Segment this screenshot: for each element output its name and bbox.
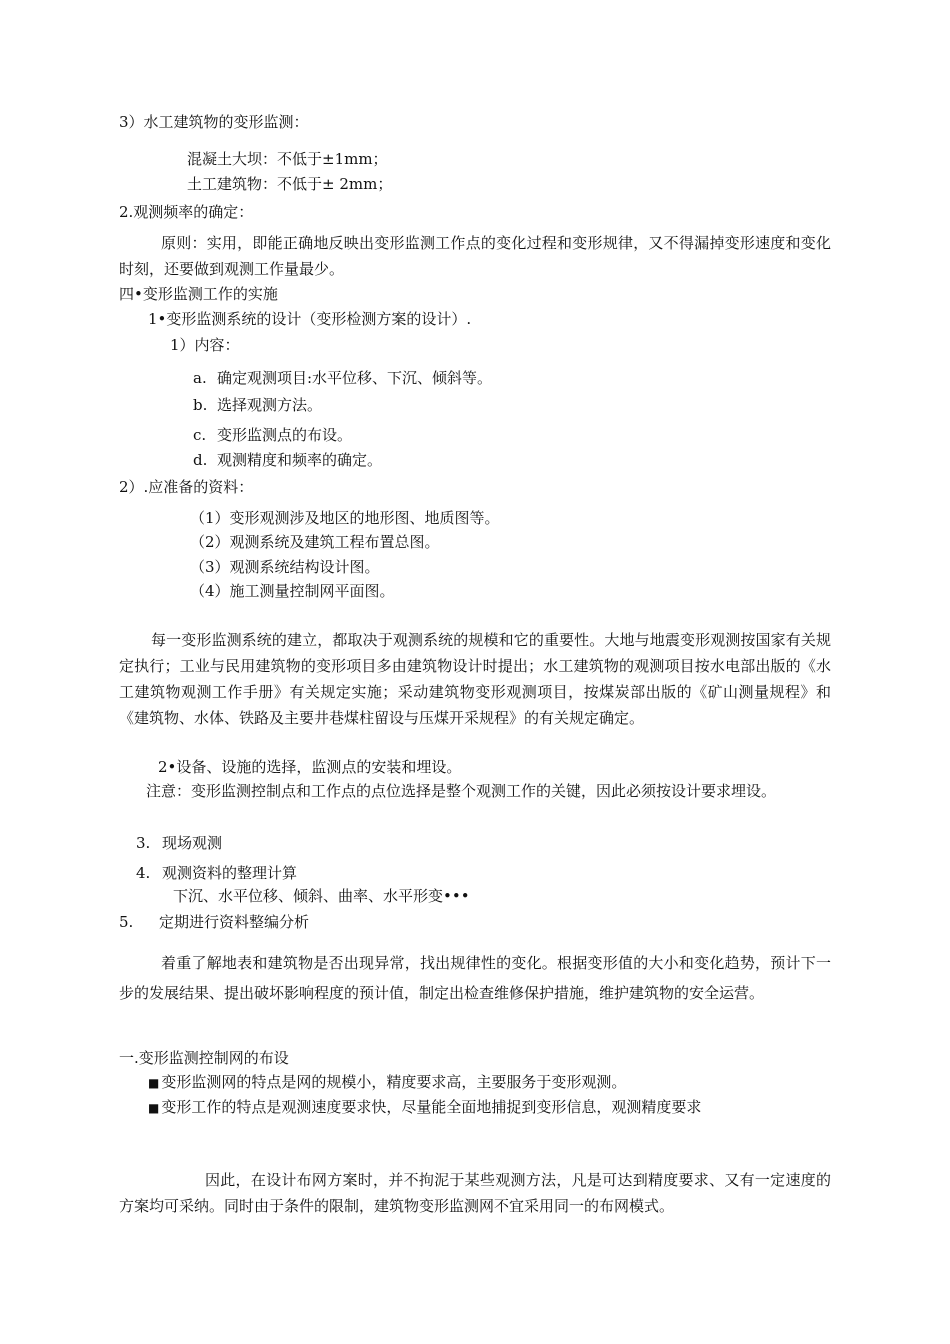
paragraph-principle: 原则：实用，即能正确地反映出变形监测工作点的变化过程和变形规律，又不得漏掉变形速度和变化时刻，还要做到观测工作量最少。	[119, 234, 831, 278]
paragraph-note: 注意：变形监测控制点和工作点的点位选择是整个观测工作的关键，因此必须按设计要求埋设。	[146, 782, 777, 800]
list-item-c: 变形监测点的布设。	[217, 426, 353, 444]
list-marker-d: d.	[193, 451, 208, 469]
heading-equipment-selection: 2•设备、设施的选择，监测点的安装和埋设。	[158, 758, 462, 776]
heading-system-design: 1•变形监测系统的设计（变形检测方案的设计）.	[148, 310, 472, 328]
paragraph-system-establishment: 每一变形监测系统的建立，都取决于观测系统的规模和它的重要性。大地与地震变形观测按国家有关规定执行；工业与民用建筑物的变形项目多由建筑物设计时提出；水工建筑物的观测项目按水电部出版的《水工建筑物观测工作手册》有关规定实施；采动建筑物变形观测项目，按煤炭部出版的《矿山测量规程》和《建筑物、水体、铁路及主要井巷煤柱留设与压煤开采规程》的有关规定确定。	[119, 631, 831, 727]
heading-control-network: 一.变形监测控制网的布设	[119, 1049, 289, 1067]
bullet-icon: ■	[148, 1076, 160, 1090]
text-processing-items: 下沉、水平位移、倾斜、曲率、水平形变•••	[173, 887, 470, 905]
list-marker-a: a.	[193, 369, 207, 387]
list-item-a: 确定观测项目:水平位移、下沉、倾斜等。	[217, 369, 493, 387]
heading-content: 1）内容：	[170, 336, 240, 354]
bullet-icon: ■	[148, 1101, 160, 1115]
heading-hydraulic-monitoring: 3）水工建筑物的变形监测：	[119, 113, 309, 131]
list-marker-b: b.	[193, 396, 208, 414]
heading-periodic-analysis: 定期进行资料整编分析	[159, 913, 310, 931]
heading-section-four: 四•变形监测工作的实施	[119, 285, 278, 303]
material-item-2: （2）观测系统及建筑工程布置总图。	[190, 533, 440, 551]
heading-materials: 2）.应准备的资料：	[119, 478, 254, 496]
heading-observation-frequency: 2.观测频率的确定：	[119, 203, 254, 221]
list-item-d: 观测精度和频率的确定。	[217, 451, 383, 469]
paragraph-analysis: 着重了解地表和建筑物是否出现异常，找出规律性的变化。根据变形值的大小和变化趋势，预计下一步的发展结果、提出破坏影响程度的预计值，制定出检查维修保护措施，维护建筑物的安全运营。	[119, 954, 831, 1002]
list-item-b: 选择观测方法。	[217, 396, 323, 414]
list-marker-5: 5.	[119, 913, 134, 931]
bullet-text-work: 变形工作的特点是观测速度要求快，尽量能全面地捕捉到变形信息，观测精度要求	[161, 1098, 702, 1116]
heading-data-processing: 观测资料的整理计算	[162, 864, 298, 882]
material-item-1: （1）变形观测涉及地区的地形图、地质图等。	[190, 509, 500, 527]
list-marker-3: 3.	[136, 834, 151, 852]
text-concrete-dam: 混凝土大坝：不低于±1mm；	[187, 150, 388, 168]
bullet-item-network-features	[148, 1072, 626, 1093]
list-marker-c: c.	[193, 426, 207, 444]
paragraph-network-design: 因此，在设计布网方案时，并不拘泥于某些观测方法，凡是可达到精度要求、又有一定速度的方案均可采纳。同时由于条件的限制，建筑物变形监测网不宜采用同一的布网模式。	[119, 1171, 831, 1215]
heading-field-observation: 现场观测	[162, 834, 223, 852]
list-marker-4: 4.	[136, 864, 151, 882]
material-item-4: （4）施工测量控制网平面图。	[190, 582, 395, 600]
bullet-item-work-features	[148, 1097, 701, 1118]
bullet-text-network: 变形监测网的特点是网的规模小，精度要求高，主要服务于变形观测。	[161, 1073, 627, 1091]
material-item-3: （3）观测系统结构设计图。	[190, 558, 380, 576]
text-earth-structure: 土工建筑物：不低于± 2mm；	[187, 175, 393, 193]
